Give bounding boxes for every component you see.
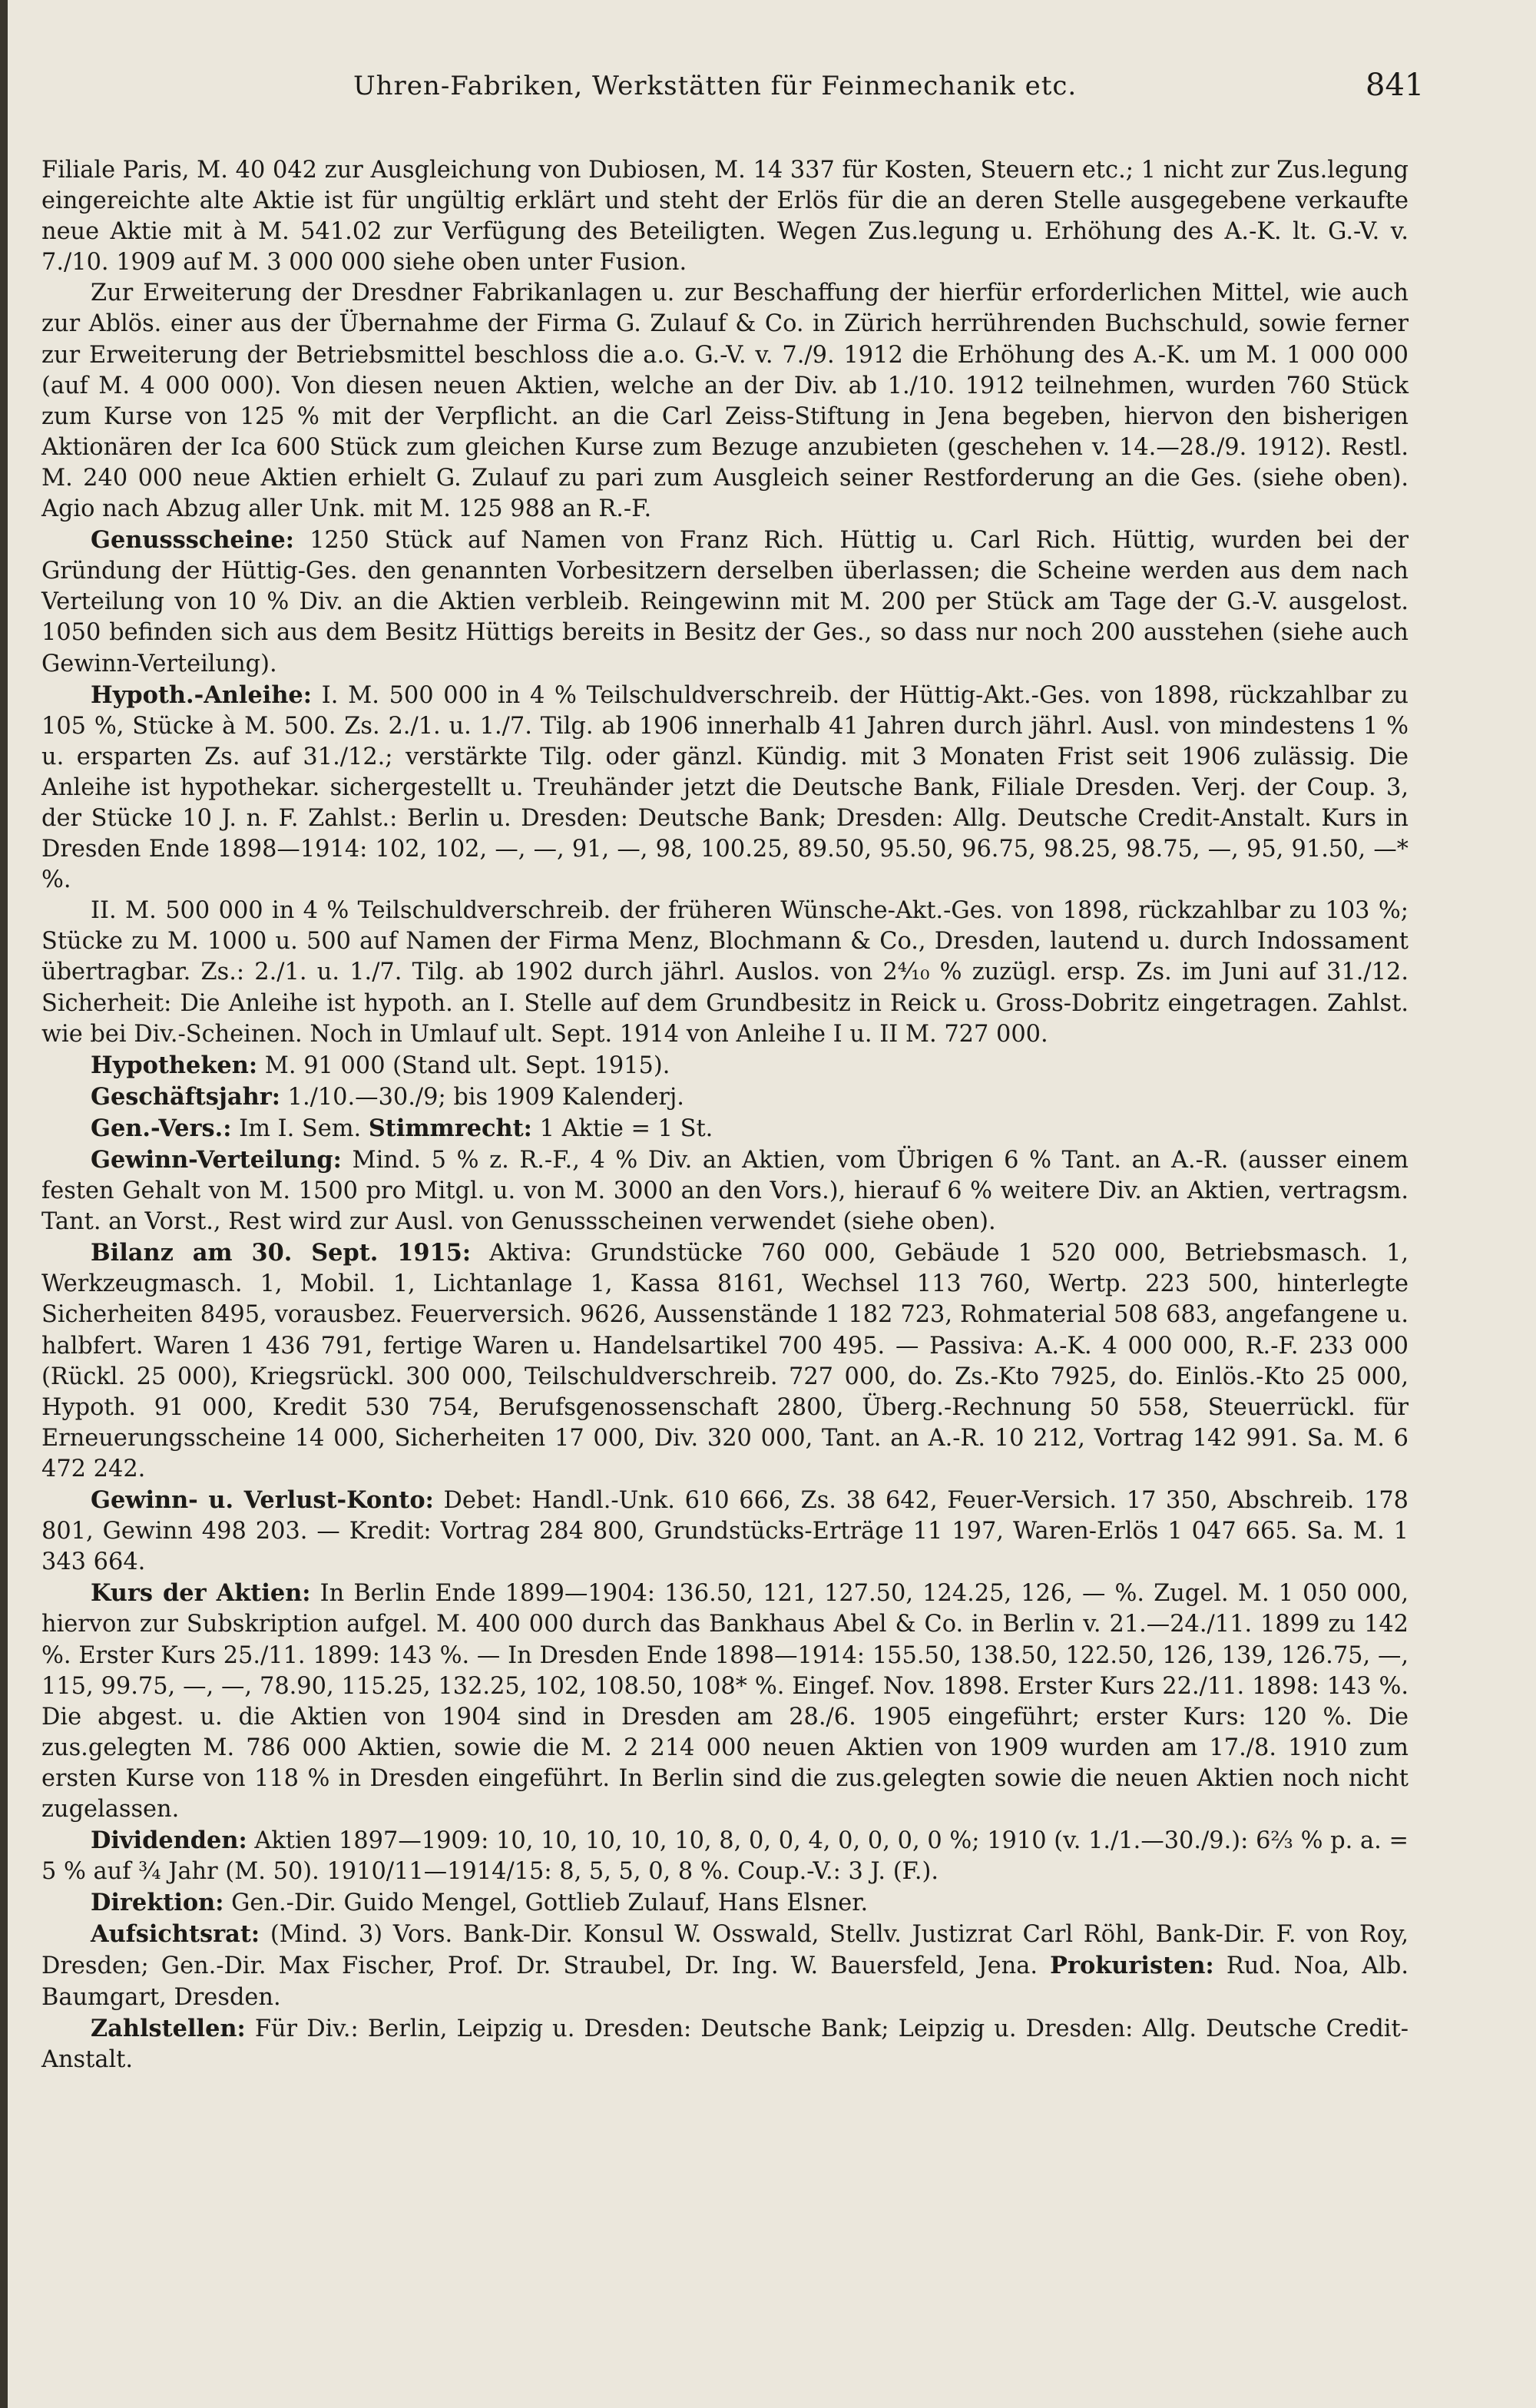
lead-dividenden: Dividenden: xyxy=(91,1827,247,1855)
lead-stimmrecht: Stimmrecht: xyxy=(368,1114,532,1142)
paragraph-anleihe-ii: II. M. 500 000 in 4 % Teilschuldverschreib. der früheren Wünsche-Akt.-Ges. von 1898, rückzahlbar zu 103 %; Stücke zu M. 1000 u. 500 auf Namen der Firma Menz, Blochmann & Co., Dresden, lautend u. durch Indossament übertragbar. Zs.: 2./1. u. 1./7. Tilg. ab 1902 durch jährl. Auslos. von 2⁴⁄₁₀ % zuzügl. ersp. Zs. im Juni auf 31./12. Sicherheit: Die Anleihe ist hypoth. an I. Stelle auf dem Grundbesitz in Reick u. Gross-Dobritz eingetragen. Zahlst. wie bei Div.-Scheinen. Noch in Umlauf ult. Sept. 1914 von Anleihe I u. II M. 727 000. xyxy=(41,897,1409,1048)
paragraph-gen-vers: Gen.-Vers.: Im I. Sem. Stimmrecht: 1 Aktie = 1 St. xyxy=(91,1114,713,1142)
lead-bilanz: Bilanz am 30. Sept. 1915: xyxy=(91,1239,472,1267)
lead-kurs-aktien: Kurs der Aktien: xyxy=(91,1579,311,1608)
paragraph-erweiterung: Zur Erweiterung der Dresdner Fabrikanlagen u. zur Beschaffung der hierfür erforderlichen Mittel, wie auch zur Ablös. einer aus der Übernahme der Firma G. Zulauf & Co. in Zürich herrührenden Buchschuld, sowie ferner zur Erweiterung der Betriebsmittel beschloss die a.o. G.-V. v. 7./9. 1912 die Erhöhung des A.-K. um M. 1 000 000 (auf M. 4 000 000). Von diesen neuen Aktien, welche an der Div. ab 1./10. 1912 teilnehmen, wurden 760 Stück zum Kurse von 125 % mit der Verpflicht. an die Carl Zeiss-Stiftung in Jena begeben, hiervon den bisherigen Aktionären der Ica 600 Stück zum gleichen Kurse zum Bezuge anzubieten (geschehen v. 14.—28./9. 1912). Restl. M. 240 000 neue Aktien erhielt G. Zulauf zu pari zum Ausgleich seiner Restforderung an die Ges. (siehe oben). Agio nach Abzug aller Unk. mit M. 125 988 an R.-F. xyxy=(41,280,1409,523)
page-number: 841 xyxy=(1366,68,1425,103)
lead-direktion: Direktion: xyxy=(91,1889,224,1917)
lead-aufsichtsrat: Aufsichtsrat: xyxy=(91,1920,260,1949)
page-header xyxy=(31,68,1425,117)
running-title: Uhren-Fabriken, Werkstätten für Feinmechanik etc. xyxy=(353,71,1078,101)
lead-gewinn-verteilung: Gewinn-Verteilung: xyxy=(91,1146,342,1174)
paragraph-hypotheken: Hypotheken: M. 91 000 (Stand ult. Sept. 1915). xyxy=(91,1051,670,1079)
lead-genussscheine: Genussscheine: xyxy=(91,526,294,555)
paragraph-dividenden: Dividenden: Aktien 1897—1909: 10, 10, 10, 10, 10, 8, 0, 0, 4, 0, 0, 0, 0 %; 1910 (v. 1./1.—30./9.): 6²⁄₃ % p. a. = 5 % auf ¾ Jahr (M. 50). 1910/11—1914/15: 8, 5, 5, 0, 8 %. Coup.-V.: 3 J. (F.). xyxy=(41,1827,1409,1886)
paragraph-geschaeftsjahr: Geschäftsjahr: 1./10.—30./9; bis 1909 Kalenderj. xyxy=(91,1082,684,1111)
paragraph-direktion: Direktion: Gen.-Dir. Guido Mengel, Gottlieb Zulauf, Hans Elsner. xyxy=(91,1889,869,1917)
paragraph-zahlstellen: Zahlstellen: Für Div.: Berlin, Leipzig u. Dresden: Deutsche Bank; Leipzig u. Dresden: Allg. Deutsche Credit-Anstalt. xyxy=(41,2014,1409,2073)
lead-prokuristen: Prokuristen: xyxy=(1050,1952,1214,1980)
paragraph-filiale-paris: Filiale Paris, M. 40 042 zur Ausgleichung von Dubiosen, M. 14 337 für Kosten, Steuern etc.; 1 nicht zur Zus.legung eingereichte alte Aktie ist für ungültig erklärt und steht der Erlös für die an deren Stelle ausgegebene verkaufte neue Aktie mit à M. 541.02 zur Verfügung des Beteiligten. Wegen Zus.legung u. Erhöhung des A.-K. lt. G.-V. v. 7./10. 1909 auf M. 3 000 000 siehe oben unter Fusion. xyxy=(41,157,1409,277)
body-text xyxy=(41,155,1409,2075)
lead-gewinn-verlust: Gewinn- u. Verlust-Konto: xyxy=(91,1486,434,1515)
lead-geschaeftsjahr: Geschäftsjahr: xyxy=(91,1082,280,1111)
scan-edge xyxy=(0,0,8,2408)
paragraph-hypoth-anleihe: Hypoth.-Anleihe: I. M. 500 000 in 4 % Teilschuldverschreib. der Hüttig-Akt.-Ges. von 1898, rückzahlbar zu 105 %, Stücke à M. 500. Zs. 2./1. u. 1./7. Tilg. ab 1906 innerhalb 41 Jahren durch jährl. Ausl. von mindestens 1 % u. ersparten Zs. auf 31./12.; verstärkte Tilg. oder gänzl. Kündig. mit 3 Monaten Frist seit 1906 zulässig. Die Anleihe ist hypothekar. sichergestellt u. Treuhänder jetzt die Deutsche Bank, Filiale Dresden. Verj. der Coup. 3, der Stücke 10 J. n. F. Zahlst.: Berlin u. Dresden: Deutsche Bank; Dresden: Allg. Deutsche Credit-Anstalt. Kurs in Dresden Ende 1898—1914: 102, 102, —, —, 91, —, 98, 100.25, 89.50, 95.50, 96.75, 98.25, 98.75, —, 95, 91.50, —* %. xyxy=(41,681,1409,894)
lead-hypoth-anleihe: Hypoth.-Anleihe: xyxy=(91,681,312,709)
paragraph-aufsichtsrat: Aufsichtsrat: (Mind. 3) Vors. Bank-Dir. Konsul W. Osswald, Stellv. Justizrat Carl Röhl, Bank-Dir. F. von Roy, Dresden; Gen.-Dir. Max Fischer, Prof. Dr. Straubel, Dr. Ing. W. Bauersfeld, Jena. Prokuristen: Rud. Noa, Alb. Baumgart, Dresden. xyxy=(41,1920,1409,2011)
paragraph-genussscheine: Genussscheine: 1250 Stück auf Namen von Franz Rich. Hüttig u. Carl Rich. Hüttig, wurden bei der Gründung der Hüttig-Ges. den genannten Vorbesitzern derselben überlassen; die Scheine werden aus dem nach Verteilung von 10 % Div. an die Aktien verbleib. Reingewinn mit M. 200 per Stück am Tage der G.-V. ausgelost. 1050 befinden sich aus dem Besitz Hüttigs bereits in Besitz der Ges., so dass nur noch 200 ausstehen (siehe auch Gewinn-Verteilung). xyxy=(41,526,1409,677)
paragraph-gewinn-verteilung: Gewinn-Verteilung: Mind. 5 % z. R.-F., 4 % Div. an Aktien, vom Übrigen 6 % Tant. an A.-R. (ausser einem festen Gehalt von M. 1500 pro Mitgl. u. von M. 3000 an den Vors.), hierauf 6 % weitere Div. an Aktien, vertragsm. Tant. an Vorst., Rest wird zur Ausl. von Genussscheinen verwendet (siehe oben). xyxy=(41,1146,1409,1236)
lead-zahlstellen: Zahlstellen: xyxy=(91,2014,246,2042)
paragraph-gewinn-verlust: Gewinn- u. Verlust-Konto: Debet: Handl.-Unk. 610 666, Zs. 38 642, Feuer-Versich. 17 350, Abschreib. 178 801, Gewinn 498 203. — Kredit: Vortrag 284 800, Grundstücks-Erträge 11 197, Waren-Erlös 1 047 665. Sa. M. 1 343 664. xyxy=(41,1486,1409,1576)
lead-hypotheken: Hypotheken: xyxy=(91,1051,258,1079)
lead-gen-vers: Gen.-Vers.: xyxy=(91,1114,232,1142)
paragraph-bilanz: Bilanz am 30. Sept. 1915: Aktiva: Grundstücke 760 000, Gebäude 1 520 000, Betriebsmasch. 1, Werkzeugmasch. 1, Mobil. 1, Lichtanlage 1, Kassa 8161, Wechsel 113 760, Wertp. 223 500, hinterlegte Sicherheiten 8495, vorausbez. Feuerversich. 9626, Aussenstände 1 182 723, Rohmaterial 508 683, angefangene u. halbfert. Waren 1 436 791, fertige Waren u. Handelsartikel 700 495. — Passiva: A.-K. 4 000 000, R.-F. 233 000 (Rückl. 25 000), Kriegsrückl. 300 000, Teilschuldverschreib. 727 000, do. Zs.-Kto 7925, do. Einlös.-Kto 25 000, Hypoth. 91 000, Kredit 530 754, Berufsgenossenschaft 2800, Überg.-Rechnung 50 558, Steuerrückl. für Erneuerungsscheine 14 000, Sicherheiten 17 000, Div. 320 000, Tant. an A.-R. 10 212, Vortrag 142 991. Sa. M. 6 472 242. xyxy=(41,1239,1409,1482)
paragraph-kurs-aktien: Kurs der Aktien: In Berlin Ende 1899—1904: 136.50, 121, 127.50, 124.25, 126, — %. Zugel. M. 1 050 000, hiervon zur Subskription aufgel. M. 400 000 durch das Bankhaus Abel & Co. in Berlin v. 21.—24./11. 1899 zu 142 %. Erster Kurs 25./11. 1899: 143 %. — In Dresden Ende 1898—1914: 155.50, 138.50, 122.50, 126, 139, 126.75, —, 115, 99.75, —, —, 78.90, 115.25, 132.25, 102, 108.50, 108* %. Eingef. Nov. 1898. Erster Kurs 22./11. 1898: 143 %. Die abgest. u. die Aktien von 1904 sind in Dresden am 28./6. 1905 eingeführt; erster Kurs: 120 %. Die zus.gelegten M. 786 000 Aktien, sowie die M. 2 214 000 neuen Aktien von 1909 wurden am 17./8. 1910 zum ersten Kurse von 118 % in Dresden eingeführt. In Berlin sind die zus.gelegten sowie die neuen Aktien noch nicht zugelassen. xyxy=(41,1579,1409,1823)
